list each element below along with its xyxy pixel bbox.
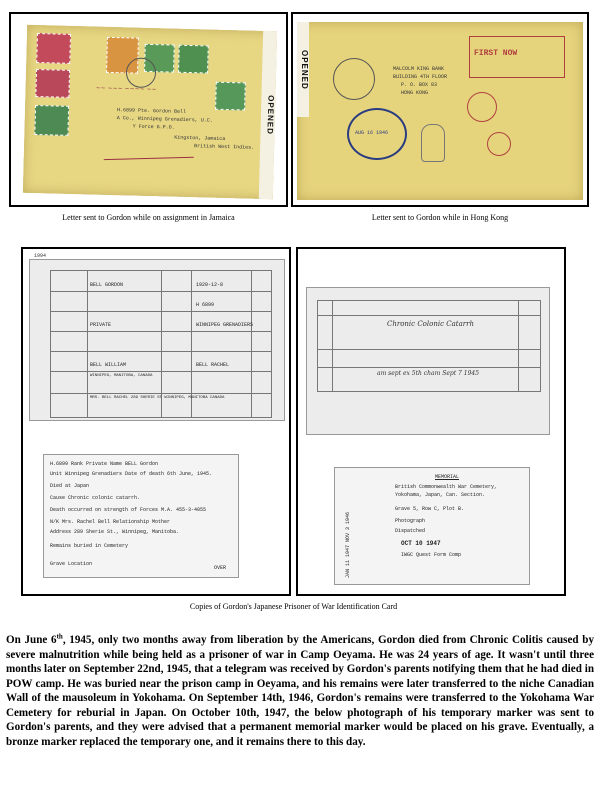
postmark-circle: [126, 57, 157, 88]
red-postmark: [467, 92, 497, 122]
card-name: BELL GORDON: [90, 282, 124, 288]
memorial-line-7: IWGC Quest Form Comp: [401, 552, 462, 558]
address-line-2: A Co., Winnipeg Grenadiers, U.C.: [116, 115, 213, 124]
card-unit: WINNIPEG GRENADIERS: [196, 322, 254, 328]
memorial-title: MEMORIAL: [435, 474, 460, 480]
hongkong-envelope-image: [297, 22, 583, 200]
stamp-green-2: [178, 45, 209, 74]
pow-card-front: [29, 253, 285, 421]
handwritten-sender-note: ~~ ~~~ ~~~~ ~~: [95, 84, 157, 94]
address-line-1: H.6899 Pte. Gordon Bell: [116, 107, 187, 115]
card-rank: PRIVATE: [90, 322, 112, 328]
paragraph-body: , 1945, only two months away from liberation by the Americans, Gordon died from Chronic Colitis caused by severe malnutrition while being held as a prisoner of war in Camp Oeyama. He was 24 years of age. It wasn't until three months later on September 22nd, 1945, that a telegram was received by Gordon's parents notifying them that he had died in POW camp. He was buried near the prison camp in Oeyama, and his remains were later transferred to the niche Canadian Wall of the mausoleum in Yokohama. On September 14th, 1946, Gordon's remains were transferred to the Yokohama War Cemetery for reburial in Japan. On October 10th, 1947, the below photograph of his temporary marker was sent to Gordon's parents, and they were advised that a permanent memorial marker would be placed on his grave. Eventually, a bronze marker replaced the temporary one, and it remains there to this day.: [6, 634, 594, 748]
opened-band: OPENED: [297, 22, 309, 117]
card-address1: WINNIPEG, MANITOBA, CANADA: [90, 374, 153, 378]
jamaica-envelope-image: [23, 25, 277, 199]
handwritten-note: am sept ex 5th cham Sept 7 1945: [377, 370, 480, 377]
handwritten-scribble: [104, 157, 194, 160]
card-address2: MRS. BELL RACHEL 289 SHERIE ST WINNIPEG, MANITOBA CANADA: [90, 396, 225, 400]
bank-line-4: HONG KONG: [401, 90, 429, 96]
bank-line-2: BUILDING 4TH FLOOR: [393, 74, 448, 80]
card-mother: BELL RACHEL: [196, 362, 230, 368]
bank-line-1: MALCOLM KING BANK: [393, 66, 445, 72]
story-paragraph: [6, 633, 594, 749]
caption-hongkong: Letter sent to Gordon while in Hong Kong: [371, 213, 509, 222]
address-line-3: Y Force G.P.O.: [132, 123, 175, 131]
memorial-line-3: Grave 5, Row C, Plot B.: [395, 506, 465, 512]
memorial-line-6: OCT 10 1947: [401, 540, 441, 547]
meter-stamp: [469, 36, 565, 78]
death-line-8: Remains buried in Cemetery: [50, 543, 129, 549]
pow-card-back: [306, 287, 550, 435]
over-stamp: OVER: [214, 565, 227, 571]
death-line-5: Death occurred on strength of Forces M.A. 455-3-4055: [50, 507, 207, 513]
death-line-6: N/K Mrs. Rachel Bell Relationship Mother: [50, 519, 171, 525]
memorial-line-1: British Commonwealth War Cemetery,: [395, 484, 498, 490]
card-father: BELL WILLIAM: [90, 362, 127, 368]
opened-band: OPENED: [259, 31, 277, 199]
memorial-line-5: Dispatched: [395, 528, 426, 534]
card-back-grid: [317, 300, 541, 392]
card-no: H 6899: [196, 302, 215, 308]
red-postmark-2: [487, 132, 511, 156]
postmark-date: AUG 16 1946: [355, 130, 389, 136]
paragraph-start: On June 6: [6, 634, 57, 646]
meter-text: FIRST NOW: [474, 49, 518, 58]
death-line-7: Address 289 Sherie St., Winnipeg, Manitoba.: [50, 529, 180, 535]
stamp-red-middle: [35, 69, 70, 98]
memorial-line-4: Photograph: [395, 518, 426, 524]
postmark-circle-top: [333, 58, 375, 100]
card-number: 1994: [34, 253, 47, 259]
death-record-card: [43, 454, 239, 578]
death-line-1: H.6899 Rank Private Name BELL Gordon: [50, 461, 159, 467]
memorial-line-2: Yokohama, Japan, Can. Section.: [395, 492, 486, 498]
bank-line-3: P. O. BOX 83: [401, 82, 438, 88]
death-line-9: Grave Location: [50, 561, 93, 567]
pow-card-right-frame: [296, 247, 566, 596]
memorial-card: [334, 467, 530, 585]
death-line-4: Cause Chronic colonic catarrh.: [50, 495, 141, 501]
card-dob: 1920-12-8: [196, 282, 224, 288]
address-line-5: British West Indies.: [194, 143, 255, 151]
memorial-vertical: JAN 11 1947 NOV 3 1946: [345, 511, 351, 578]
pow-card-left-frame: [21, 247, 291, 596]
paragraph-superscript: th: [56, 632, 63, 641]
caption-cards: Copies of Gordon's Japanese Prisoner of War Identification Card: [189, 602, 398, 611]
handwritten-diagnosis: Chronic Colonic Catarrh: [387, 320, 474, 328]
stamp-red-top: [36, 33, 71, 64]
stamp-green-3: [215, 82, 246, 111]
stamp-green-lower: [34, 105, 69, 136]
hongkong-letter-frame: [291, 12, 589, 207]
death-line-3: Died at Japan: [50, 483, 90, 489]
death-line-2: Unit Winnipeg Grenadiers Date of death 6th June, 1945.: [50, 471, 213, 477]
address-line-4: Kingston, Jamaica: [174, 134, 226, 142]
caption-jamaica: Letter sent to Gordon while on assignment in Jamaica: [62, 213, 235, 222]
hand-graphic: [421, 124, 445, 162]
jamaica-letter-frame: [9, 12, 288, 207]
